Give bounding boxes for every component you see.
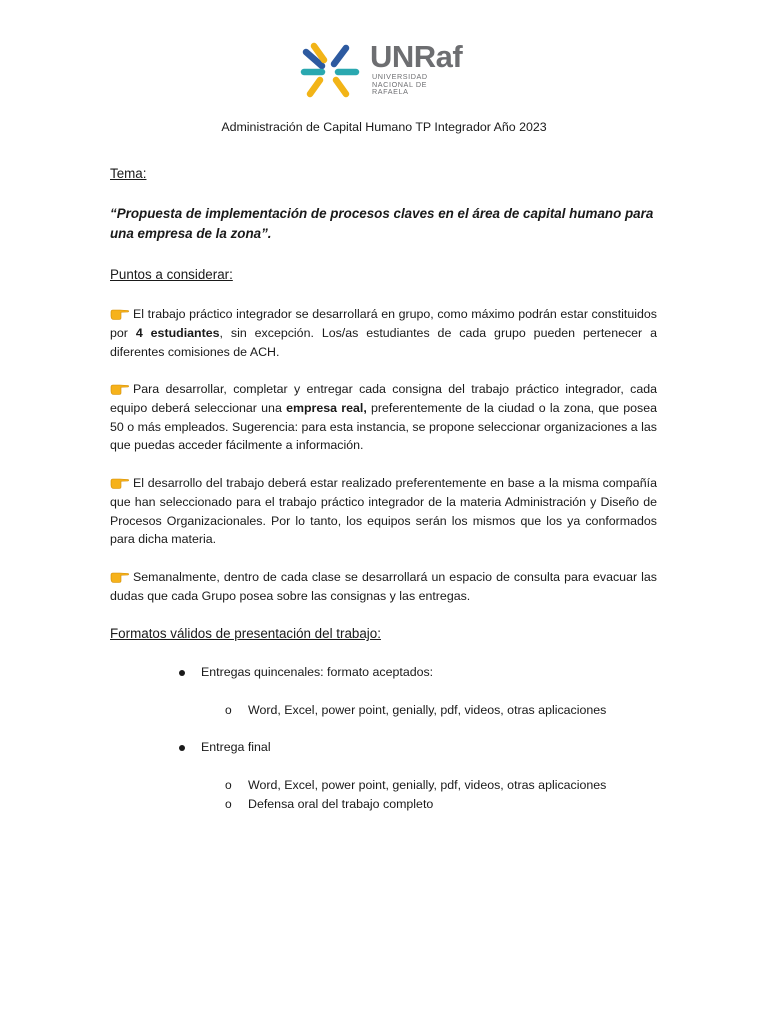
p1-bold: 4 estudiantes — [135, 325, 220, 340]
pointing-hand-icon — [110, 476, 130, 489]
point-paragraph-3 — [110, 474, 657, 549]
sub-bullet-marker: o — [225, 778, 232, 792]
logo-subtitle-line: UNIVERSIDAD — [372, 72, 428, 81]
logo-subtitle-line: NACIONAL DE — [372, 79, 428, 89]
pointing-hand-icon — [110, 307, 130, 320]
p4-text: Semanalmente, dentro de cada clase se desarrollará un espacio de consulta para evacuar las dudas que cada Grupo posea sobre las consignas y las entregas. — [110, 570, 657, 603]
tema-quote: “Propuesta de implementación de procesos claves en el área de capital humano para una empresa de la zona”. — [110, 206, 654, 241]
p2-text-end: preferentemente de la ciudad o la zona, que posea 50 o más empleados. Sugerencia: para esta instancia, se propone seleccionar organizaciones a las que puedas acceder fácilmente a información. — [110, 400, 658, 453]
unraf-asterisk-icon — [300, 42, 360, 98]
sub-bullet-marker: o — [225, 703, 232, 717]
logo-subtitle-line: RAFAELA — [372, 87, 409, 97]
pointing-hand-icon — [110, 570, 130, 583]
p2-bold: empresa real, — [286, 400, 367, 415]
p2-text: Para desarrollar, completar y entregar cada consigna del trabajo práctico integrador, cada equipo deberá seleccionar una — [110, 382, 657, 415]
p3-text: El desarrollo del trabajo deberá estar realizado preferentemente en base a la misma compañía que han seleccionado para el trabajo práctico integrador de la materia Administración y Diseño de Procesos Organizacionales. Por lo tanto, los equipos serán los mismos que los ya conformados para dicha materia. — [110, 476, 657, 547]
point-paragraph-1 — [110, 305, 657, 361]
bullet-dot — [179, 745, 185, 751]
format-subitem: Defensa oral del trabajo completo — [248, 797, 434, 811]
tema-heading: Tema: — [110, 166, 147, 181]
logo-subtitle — [372, 73, 472, 96]
format-subitem: Word, Excel, power point, genially, pdf, videos, otras aplicaciones — [248, 703, 607, 717]
unraf-logo — [300, 40, 470, 98]
format-subitem: Word, Excel, power point, genially, pdf, videos, otras aplicaciones — [248, 778, 607, 792]
point-paragraph-4 — [110, 568, 657, 606]
point-paragraph-2 — [110, 380, 657, 455]
document-header: Administración de Capital Humano TP Integrador Año 2023 — [221, 120, 547, 134]
bullet-dot — [179, 670, 185, 676]
puntos-heading: Puntos a considerar: — [110, 267, 233, 282]
p1-text: El trabajo práctico integrador se desarrollará en grupo, como máximo podrán estar constituidos por — [110, 307, 657, 340]
logo-wordmark: UNRaf — [370, 39, 463, 74]
sub-bullet-marker: o — [225, 797, 232, 811]
format-item-1: Entregas quincenales: formato aceptados: — [201, 665, 434, 679]
p1-text-end: , sin excepción. Los/as estudiantes de cada grupo pueden pertenecer a diferentes comisiones de ACH. — [110, 325, 658, 359]
format-item-2: Entrega final — [201, 740, 271, 754]
pointing-hand-icon — [110, 382, 130, 395]
formatos-heading: Formatos válidos de presentación del trabajo: — [110, 626, 381, 641]
